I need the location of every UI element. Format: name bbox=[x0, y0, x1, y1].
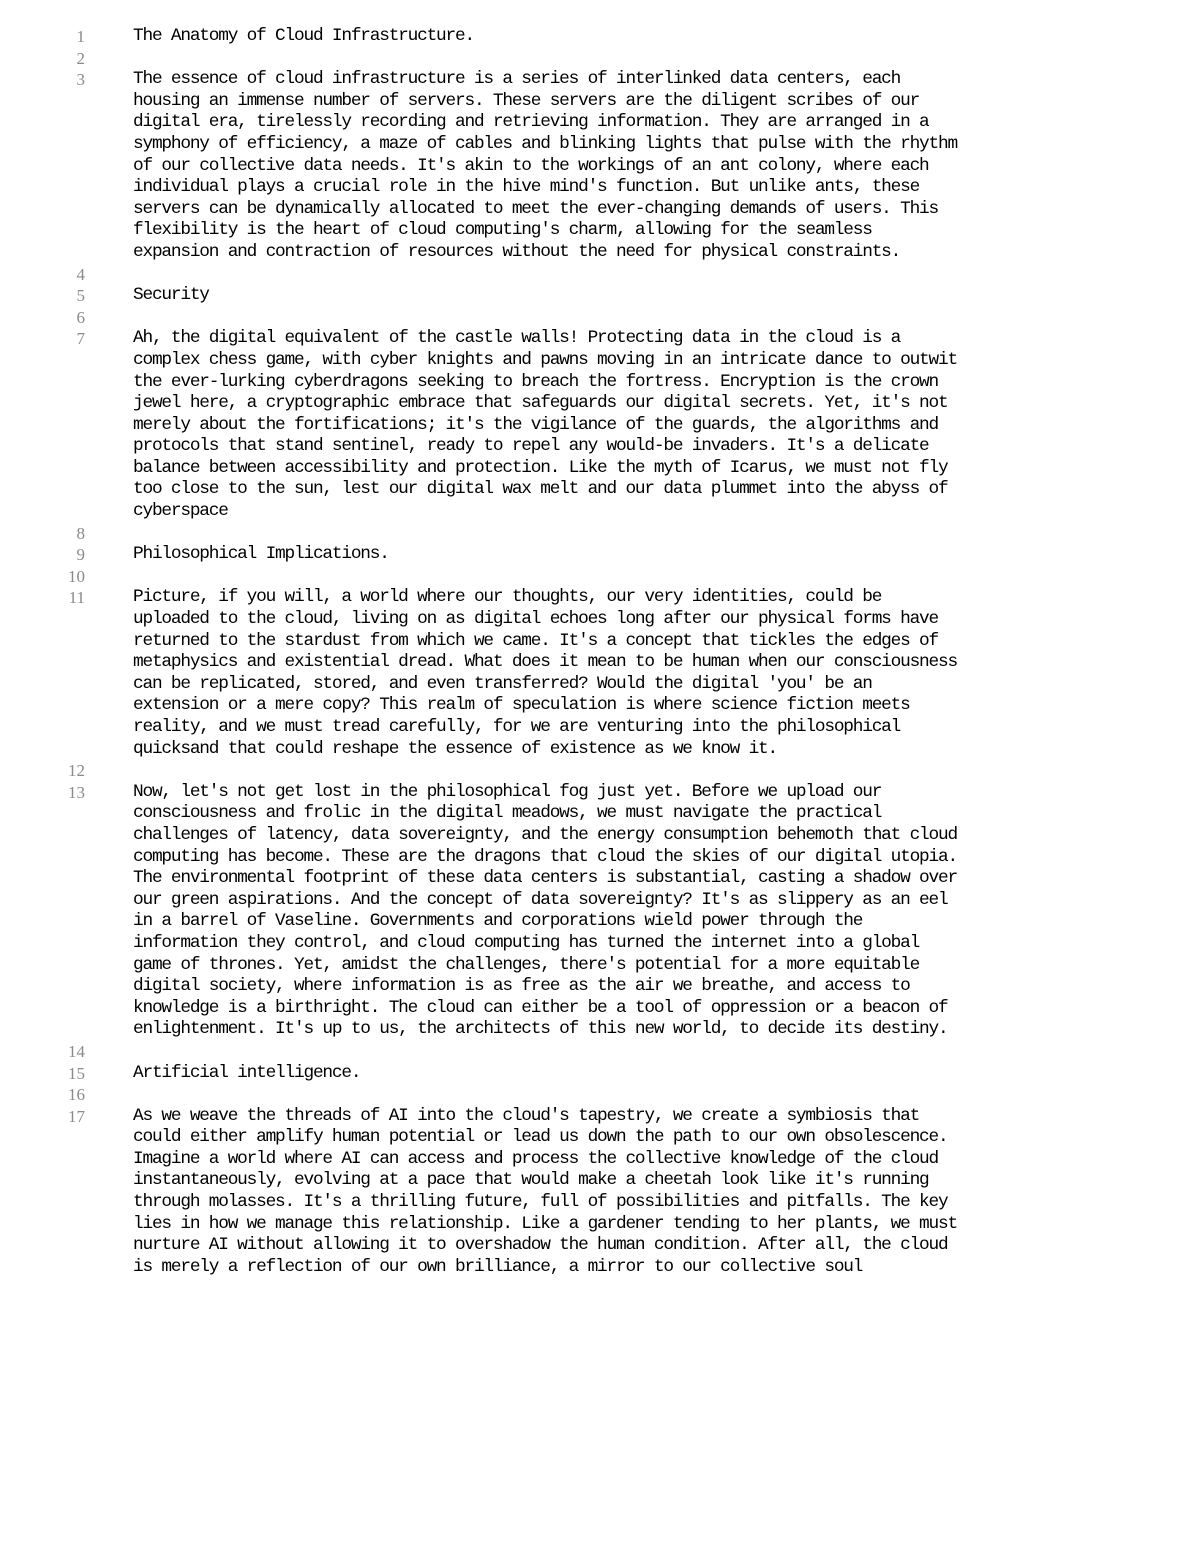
wrapped-text-row: information they control, and cloud computing has turned the internet into a global bbox=[133, 932, 920, 953]
line-number: 13 bbox=[68, 782, 85, 802]
line-text[interactable] bbox=[133, 26, 1193, 48]
wrapped-text-row: returned to the stardust from which we came. It's a concept that tickles the edges of bbox=[133, 630, 938, 651]
line-number: 3 bbox=[76, 70, 85, 90]
wrapped-text-row: Ah, the digital equivalent of the castle walls! Protecting data in the cloud is a bbox=[133, 328, 901, 349]
wrapped-text-row: nurture AI without allowing it to overshadow the human condition. After all, the cloud bbox=[133, 1235, 948, 1256]
line-number: 10 bbox=[68, 566, 85, 586]
line-text[interactable] bbox=[133, 69, 1193, 263]
wrapped-text-row: computing has become. These are the dragons that cloud the skies of our digital utopia. bbox=[133, 846, 957, 867]
text-line[interactable] bbox=[0, 760, 1200, 782]
line-number: 5 bbox=[76, 286, 85, 306]
text-line[interactable] bbox=[0, 587, 1200, 760]
text-line[interactable] bbox=[0, 285, 1200, 307]
line-text[interactable] bbox=[133, 782, 1193, 1041]
text-line[interactable] bbox=[0, 69, 1200, 263]
wrapped-text-row: instantaneously, evolving at a pace that would make a cheetah look like it's running bbox=[133, 1170, 929, 1191]
wrapped-text-row bbox=[133, 48, 1193, 70]
wrapped-text-row: the ever-lurking cyberdragons seeking to breach the fortress. Encryption is the crown bbox=[133, 371, 938, 392]
line-number: 2 bbox=[76, 48, 85, 68]
line-text[interactable] bbox=[133, 1041, 1193, 1063]
wrapped-text-row: cyberspace bbox=[133, 501, 228, 522]
wrapped-text-row: jewel here, a cryptographic embrace that safeguards our digital secrets. Yet, it's not bbox=[133, 393, 948, 414]
line-number: 6 bbox=[76, 307, 85, 327]
wrapped-text-row: lies in how we manage this relationship. Like a gardener tending to her plants, we must bbox=[133, 1213, 957, 1234]
wrapped-text-row bbox=[133, 1084, 1193, 1106]
wrapped-text-row: The Anatomy of Cloud Infrastructure. bbox=[133, 26, 474, 46]
wrapped-text-row bbox=[133, 760, 1193, 782]
wrapped-text-row bbox=[133, 523, 1193, 545]
line-number: 1 bbox=[76, 27, 85, 46]
wrapped-text-row: The environmental footprint of these data centers is substantial, casting a shadow over bbox=[133, 868, 957, 889]
wrapped-text-row: extension or a mere copy? This realm of speculation is where science fiction meets bbox=[133, 695, 910, 716]
line-number: 9 bbox=[76, 545, 85, 565]
wrapped-text-row: uploaded to the cloud, living on as digital echoes long after our physical forms have bbox=[133, 609, 938, 630]
line-text[interactable] bbox=[133, 328, 1193, 522]
line-text[interactable] bbox=[133, 587, 1193, 760]
wrapped-text-row: in a barrel of Vaseline. Governments and corporations wield power through the bbox=[133, 911, 863, 932]
wrapped-text-row: consciousness and frolic in the digital meadows, we must navigate the practical bbox=[133, 803, 882, 824]
text-line[interactable] bbox=[0, 782, 1200, 1041]
text-line[interactable] bbox=[0, 1106, 1200, 1279]
line-number: 17 bbox=[68, 1106, 85, 1126]
wrapped-text-row: quicksand that could reshape the essence of existence as we know it. bbox=[133, 738, 777, 759]
wrapped-text-row: knowledge is a birthright. The cloud can either be a tool of oppression or a beacon of bbox=[133, 997, 948, 1018]
wrapped-text-row: Now, let's not get lost in the philosophical fog just yet. Before we upload our bbox=[133, 781, 882, 802]
wrapped-text-row: metaphysics and existential dread. What does it mean to be human when our consciousness bbox=[133, 652, 957, 673]
line-text[interactable] bbox=[133, 1106, 1193, 1279]
line-text[interactable] bbox=[133, 544, 1193, 566]
wrapped-text-row: complex chess game, with cyber knights and pawns moving in an intricate dance to outwit bbox=[133, 349, 957, 370]
line-number: 15 bbox=[68, 1063, 85, 1083]
line-text[interactable] bbox=[133, 307, 1193, 329]
wrapped-text-row bbox=[133, 1041, 1193, 1063]
wrapped-text-row: merely about the fortifications; it's the vigilance of the guards, the algorithms and bbox=[133, 414, 938, 435]
line-number: 12 bbox=[68, 761, 85, 781]
text-line[interactable] bbox=[0, 523, 1200, 545]
wrapped-text-row bbox=[133, 307, 1193, 329]
wrapped-text-row: symphony of efficiency, a maze of cables and blinking lights that pulse with the rhythm bbox=[133, 133, 957, 154]
wrapped-text-row: through molasses. It's a thrilling future, full of possibilities and pitfalls. The key bbox=[133, 1192, 948, 1213]
wrapped-text-row: expansion and contraction of resources without the need for physical constraints. bbox=[133, 241, 901, 262]
line-text[interactable] bbox=[133, 566, 1193, 588]
line-number: 7 bbox=[76, 329, 85, 349]
wrapped-text-row: of our collective data needs. It's akin to the workings of an ant colony, where each bbox=[133, 155, 929, 176]
wrapped-text-row: enlightenment. It's up to us, the architects of this new world, to decide its destiny. bbox=[133, 1019, 948, 1040]
wrapped-text-row: game of thrones. Yet, amidst the challenges, there's potential for a more equitable bbox=[133, 954, 920, 975]
text-line[interactable] bbox=[0, 1084, 1200, 1106]
text-line[interactable] bbox=[0, 48, 1200, 70]
wrapped-text-row bbox=[133, 264, 1193, 286]
text-line[interactable] bbox=[0, 307, 1200, 329]
text-editor[interactable] bbox=[0, 26, 1200, 1278]
wrapped-text-row: can be replicated, stored, and even transferred? Would the digital 'you' be an bbox=[133, 673, 872, 694]
text-line[interactable] bbox=[0, 1041, 1200, 1063]
line-text[interactable] bbox=[133, 523, 1193, 545]
wrapped-text-row bbox=[133, 566, 1193, 588]
wrapped-text-row: servers can be dynamically allocated to meet the ever-changing demands of users. This bbox=[133, 198, 938, 219]
text-line[interactable] bbox=[0, 264, 1200, 286]
wrapped-text-row: digital era, tirelessly recording and retrieving information. They are arranged in a bbox=[133, 112, 929, 133]
wrapped-text-row: The essence of cloud infrastructure is a series of interlinked data centers, each bbox=[133, 69, 901, 90]
wrapped-text-row: Security bbox=[133, 285, 209, 306]
wrapped-text-row: too close to the sun, lest our digital wax melt and our data plummet into the abyss of bbox=[133, 479, 948, 500]
wrapped-text-row: Artificial intelligence. bbox=[133, 1062, 361, 1083]
text-line[interactable] bbox=[0, 1063, 1200, 1085]
wrapped-text-row: individual plays a crucial role in the hive mind's function. But unlike ants, these bbox=[133, 177, 920, 198]
text-line[interactable] bbox=[0, 26, 1200, 48]
line-number: 11 bbox=[68, 588, 85, 608]
wrapped-text-row: digital society, where information is as free as the air we breathe, and access to bbox=[133, 976, 910, 997]
line-number: 8 bbox=[76, 523, 85, 543]
wrapped-text-row: balance between accessibility and protection. Like the myth of Icarus, we must not fly bbox=[133, 457, 948, 478]
wrapped-text-row: housing an immense number of servers. These servers are the diligent scribes of our bbox=[133, 90, 920, 111]
wrapped-text-row: Picture, if you will, a world where our thoughts, our very identities, could be bbox=[133, 587, 882, 608]
line-number: 14 bbox=[68, 1041, 85, 1061]
text-line[interactable] bbox=[0, 544, 1200, 566]
line-text[interactable] bbox=[133, 760, 1193, 782]
wrapped-text-row: flexibility is the heart of cloud computing's charm, allowing for the seamless bbox=[133, 220, 872, 241]
wrapped-text-row: challenges of latency, data sovereignty, and the energy consumption behemoth that cloud bbox=[133, 824, 957, 845]
wrapped-text-row: reality, and we must tread carefully, for we are venturing into the philosophical bbox=[133, 717, 901, 737]
wrapped-text-row: As we weave the threads of AI into the cloud's tapestry, we create a symbiosis that bbox=[133, 1105, 920, 1126]
line-text[interactable] bbox=[133, 285, 1193, 307]
line-number: 4 bbox=[76, 264, 85, 284]
line-text[interactable] bbox=[133, 1084, 1193, 1106]
wrapped-text-row: Philosophical Implications. bbox=[133, 544, 389, 565]
line-text[interactable] bbox=[133, 264, 1193, 286]
line-number: 16 bbox=[68, 1085, 85, 1105]
line-text[interactable] bbox=[133, 48, 1193, 70]
text-line[interactable] bbox=[0, 328, 1200, 522]
wrapped-text-row: protocols that stand sentinel, ready to repel any would-be invaders. It's a delicate bbox=[133, 436, 929, 457]
line-text[interactable] bbox=[133, 1063, 1193, 1085]
text-line[interactable] bbox=[0, 566, 1200, 588]
wrapped-text-row: is merely a reflection of our own brilliance, a mirror to our collective soul bbox=[133, 1256, 863, 1277]
wrapped-text-row: could either amplify human potential or lead us down the path to our own obsolescence. bbox=[133, 1127, 948, 1148]
wrapped-text-row: Imagine a world where AI can access and process the collective knowledge of the cloud bbox=[133, 1148, 938, 1169]
wrapped-text-row: our green aspirations. And the concept of data sovereignty? It's as slippery as an eel bbox=[133, 889, 948, 910]
